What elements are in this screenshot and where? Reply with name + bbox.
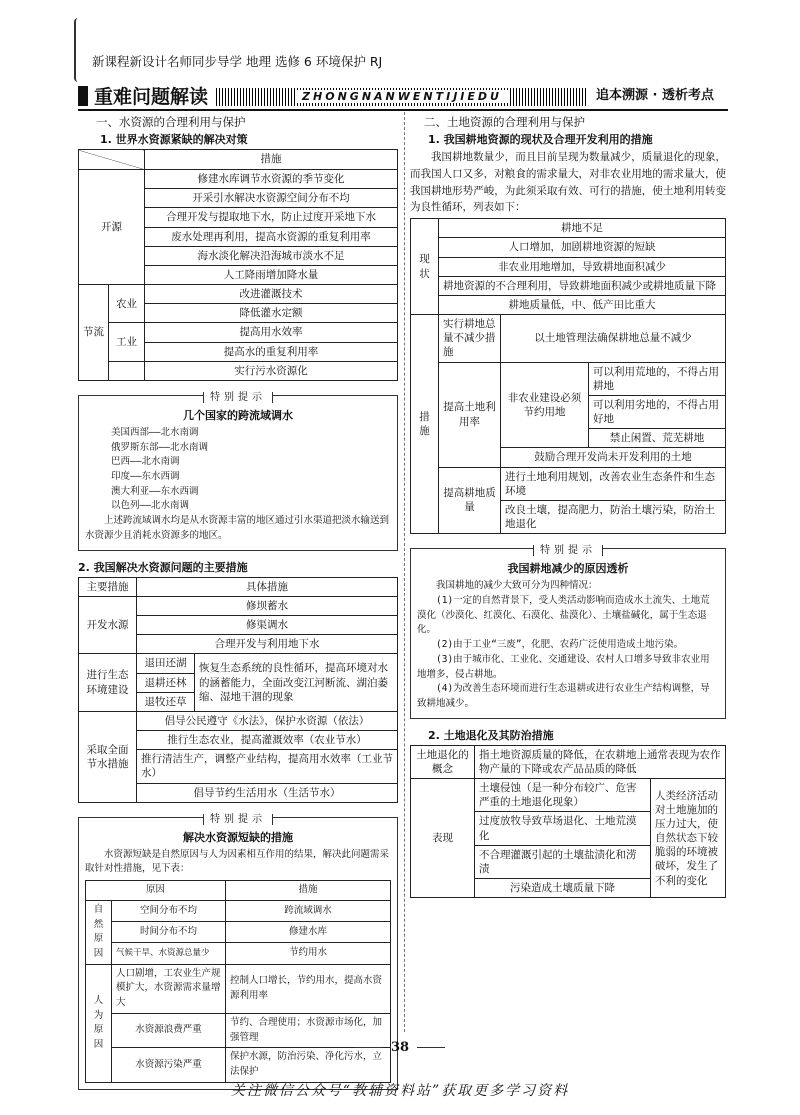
fix-cell: 修建水库	[226, 922, 391, 943]
china-water-table	[78, 577, 398, 803]
left-column	[78, 114, 398, 1090]
col-cause: 原因	[86, 881, 226, 901]
tip-box-farmland	[410, 545, 726, 718]
banner-rule	[78, 109, 728, 111]
eco-sub: 退田还湖	[137, 654, 195, 673]
transfer-line: 巴西——北水南调	[111, 456, 180, 468]
sign-item: 不合理灌溉引起的土壤盐渍化和涝渍	[475, 845, 651, 878]
save-item: 推行生态农业，提高灌溉效率（农业节水）	[137, 731, 398, 750]
fix-cell: 保护水源，防治污染、净化污水，立法保护	[226, 1048, 391, 1082]
total-desc: 以土地管理法确保耕地总量不减少	[501, 315, 726, 363]
reason-line: 我国耕地的减少大致可分为四种情况：	[436, 580, 598, 592]
eco-desc: 恢复生态系统的良性循环，提高环境对水的涵蓄能力，全面改变江河断流、湖泊萎缩、湿地干涸的现象	[195, 654, 398, 712]
reason-line: (1)一定的自然背景下，受人类活动影响而造成水土流失、土地荒漠化（沙漠化、红漠化、石漠化、盐漠化）、土壤盐碱化，属于生态退化。	[417, 595, 710, 636]
farmland-table	[410, 218, 726, 534]
cause-cell: 水资源污染严重	[112, 1048, 226, 1082]
open-item: 开采引水解决水资源空间分布不均	[145, 189, 398, 208]
reason-line: (4)为改善生态环境而进行生态退耕或进行农业生产结构调整，导致耕地减少。	[417, 683, 710, 710]
tip-title: 几个国家的跨流域调水	[183, 408, 293, 422]
industry-item: 提高用水效率	[145, 323, 398, 342]
banner-mark-icon	[78, 86, 88, 106]
cause-cell: 气候干旱、水资源总量少	[112, 943, 226, 964]
industry-label: 工业	[109, 323, 145, 361]
col-main: 主要措施	[79, 577, 137, 596]
save-item: 倡导节约生活用水（生活节水）	[137, 783, 398, 802]
dev-item: 修坝蓄水	[137, 596, 398, 615]
agri-label: 农业	[109, 285, 145, 323]
open-source: 开源	[79, 170, 145, 285]
reason-line: (2)由于工业“三废”，化肥、农药广泛使用造成土地污染。	[436, 639, 684, 651]
agri-item: 改进灌溉技术	[145, 285, 398, 304]
right-column	[410, 114, 726, 898]
save-land-item: 可以利用荒地的，不得占用耕地	[589, 362, 726, 395]
transfer-line: 俄罗斯东部——北水南调	[111, 441, 208, 453]
concept-desc: 指土地资源质量的降低，在农耕地上通常表现为农作物产量的下降或农产品品质的降低	[475, 745, 726, 778]
fix-cell: 跨流域调水	[226, 900, 391, 921]
dev-item: 修渠调水	[137, 615, 398, 634]
quality-item: 进行土地利用规划，改善农业生态条件和生态环境	[501, 467, 726, 500]
eco-sub: 退牧还草	[137, 692, 195, 711]
water-heading: 一、水资源的合理利用与保护	[96, 115, 246, 129]
col-detail: 具体措施	[137, 577, 398, 596]
total-label: 实行耕地总量不减少措施	[439, 315, 501, 363]
sign-item: 土壤侵蚀（是一种分布较广、危害严重的土地退化现象）	[475, 779, 651, 812]
sign-side: 人类经济活动对土地施加的压力过大，使自然状态下较脆弱的环境被破坏，发生了不利的变化	[651, 779, 726, 898]
footer-note: 关注微信公众号“教辅资料站”获取更多学习资料	[230, 1083, 570, 1099]
open-item: 人工降雨增加降水量	[145, 265, 398, 284]
transfer-line: 印度——东水西调	[111, 471, 180, 483]
quality-item: 改良土壤，提高肥力，防治土壤污染，防治土地退化	[501, 500, 726, 533]
tip-label: 特别提示	[203, 392, 273, 403]
diag-cell	[79, 150, 145, 170]
status-label: 现状	[411, 219, 439, 315]
measure-label: 措施	[411, 315, 439, 534]
dev-item: 合理开发与利用地下水	[137, 635, 398, 654]
binding-curve	[74, 18, 78, 82]
concept-label: 土地退化的概念	[411, 745, 475, 778]
page-number	[0, 1040, 800, 1055]
cause-cell: 水资源浪费严重	[112, 1013, 226, 1047]
sewage-item: 实行污水资源化	[145, 361, 398, 380]
land-heading: 二、土地资源的合理利用与保护	[424, 115, 585, 129]
develop-item: 鼓励合理开发尚未开发利用的土地	[501, 448, 726, 467]
water-sub1: 1. 世界水资源紧缺的解决对策	[100, 133, 248, 146]
save-water: 节流	[79, 285, 109, 381]
industry-item: 提高水的重复利用率	[145, 342, 398, 361]
page-num: 38	[390, 1040, 410, 1055]
section-banner	[78, 82, 728, 110]
shortage-intro: 水资源短缺是自然原因与人为因素相互作用的结果，解决此问题需采取针对性措施，见下表：	[85, 848, 390, 875]
save-land-item: 可以利用劣地的，不得占用好地	[589, 395, 726, 428]
status-item: 耕地不足	[439, 219, 726, 238]
tip-label: 特别提示	[533, 545, 603, 556]
transfer-line: 以色列——北水南调	[111, 500, 189, 512]
sign-item: 污染造成土壤质量下降	[475, 879, 651, 898]
sign-item: 过度放牧导致草场退化、土地荒漠化	[475, 812, 651, 845]
eco-build: 进行生态环境建设	[79, 654, 137, 712]
col-fix: 措施	[226, 881, 391, 901]
human-cause: 人为原因	[86, 964, 112, 1082]
col-measure: 措施	[145, 150, 398, 170]
natural-cause: 自然原因	[86, 900, 112, 964]
sign-label: 表现	[411, 779, 475, 898]
save-item: 推行清洁生产，调整产业结构，提高用水效率（工业节水）	[137, 750, 398, 783]
cause-cell: 时间分布不均	[112, 922, 226, 943]
status-item: 人口增加，加剧耕地资源的短缺	[439, 238, 726, 257]
tip-box-transfer	[78, 391, 398, 551]
fix-cell: 控制人口增长，节约用水，提高水资源利用率	[226, 964, 391, 1013]
transfer-line: 美国西部——北水南调	[111, 426, 199, 438]
save-land: 非农业建设必须节约用地	[501, 362, 589, 448]
water-sub2: 2. 我国解决水资源问题的主要措施	[78, 560, 248, 574]
world-water-table	[78, 149, 398, 381]
save-item: 倡导公民遵守《水法》，保护水资源（依法）	[137, 711, 398, 730]
agri-item: 降低灌水定额	[145, 304, 398, 323]
status-item: 耕地资源的不合理利用，导致耕地面积减少或耕地质量下降	[439, 276, 726, 295]
land-sub2: 2. 土地退化及其防治措施	[428, 728, 554, 742]
land-sub1: 1. 我国耕地资源的现状及合理开发利用的措施	[428, 133, 653, 146]
open-item: 废水处理再利用，提高水资源的重复利用率	[145, 227, 398, 246]
cause-cell: 人口剧增，工农业生产规模扩大，水资源需求量增大	[112, 964, 226, 1013]
open-item: 合理开发与提取地下水，防止过度开采地下水	[145, 208, 398, 227]
section-title: 重难问题解读	[94, 86, 209, 108]
tip-label: 特别提示	[203, 814, 273, 825]
transfer-line: 澳大利亚——东水西调	[111, 485, 199, 497]
running-title: 新课程新设计名师同步导学 地理 选修 6 环境保护 RJ	[92, 54, 383, 69]
degradation-table	[410, 745, 726, 899]
transfer-note: 上述跨流域调水均是从水资源丰富的地区通过引水渠道把淡水输送到水资源少且消耗水资源多的地区。	[85, 515, 390, 541]
tip-title: 解决水资源短缺的措施	[183, 830, 293, 844]
reason-line: (3)由于城市化、工业化、交通建设、农村人口增多导致非农业用地增多，侵占耕地。	[417, 653, 710, 680]
save-land-item: 禁止闲置、荒芜耕地	[589, 429, 726, 448]
open-item: 海水淡化解决沿海城市淡水不足	[145, 246, 398, 265]
status-item: 非农业用地增加，导致耕地面积减少	[439, 257, 726, 276]
land-paragraph: 我国耕地数量少，而且目前呈现为数量减少，质量退化的现象，而我国人口又多，对粮食的需求量大，对非农业用地的需求量大，使我国耕地形势严峻，为此须采取有效、可行的措施，使土地利用转变为良性循环，列表如下：	[410, 151, 726, 214]
save-measures: 采取全面节水措施	[79, 711, 137, 802]
open-item: 修建水库调节水资源的季节变化	[145, 170, 398, 189]
use-rate: 提高土地利用率	[439, 362, 501, 467]
cause-cell: 空间分布不均	[112, 900, 226, 921]
fix-cell: 节约、合理使用；水资源市场化，加强管理	[226, 1013, 391, 1047]
banner-pinyin: ZHONGNANWENTIJIEDU	[296, 90, 508, 103]
dev-source: 开发水源	[79, 596, 137, 654]
column-divider	[404, 112, 405, 1032]
banner-tagline: 追本溯源 · 透析考点	[596, 88, 714, 103]
fix-cell: 节约用水	[226, 943, 391, 964]
eco-sub: 退耕还林	[137, 673, 195, 692]
quality-label: 提高耕地质量	[439, 467, 501, 534]
status-item: 耕地质量低，中、低产田比重大	[439, 295, 726, 314]
tip-title: 我国耕地减少的原因透析	[507, 562, 629, 576]
